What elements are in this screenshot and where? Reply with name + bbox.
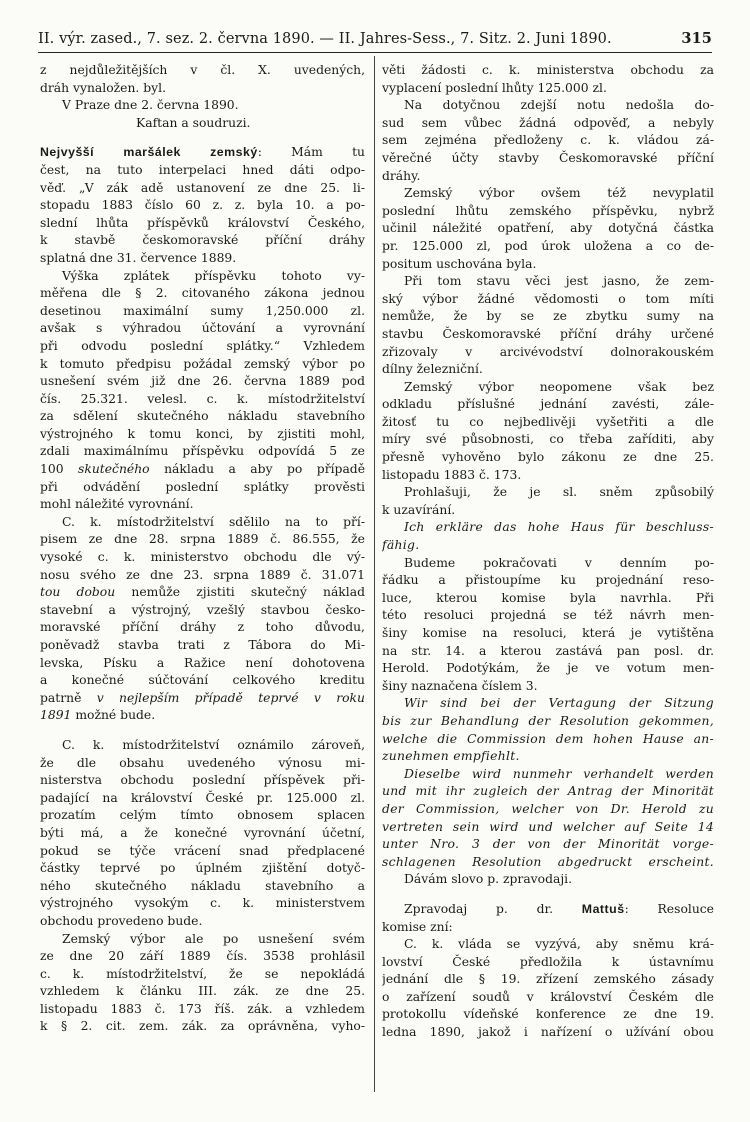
text-line: žitosť tu co nejbedlivěji vyšetřiti a dle bbox=[382, 414, 714, 429]
text-line: a konečné súčtování celkového kreditu bbox=[40, 673, 365, 688]
text-line: nemůže, že by se ze zbytku sumy na bbox=[382, 309, 714, 324]
emphasized-text: tou dobou bbox=[40, 585, 116, 600]
text-line: Kaftan a soudruzi. bbox=[136, 115, 251, 130]
text-line: býti má, a že konečné vyrovnání účetní, bbox=[40, 825, 365, 840]
text-line: luce, kterou komise byla navrhla. Při bbox=[382, 590, 714, 605]
text-line: stavbu Českomoravské příční dráhy určené bbox=[382, 326, 714, 341]
text-line: sud sem vůbec žádná odpověď, a nebyly bbox=[382, 115, 714, 130]
text-line: schlagenen Resolution abgedruckt erscheint. bbox=[382, 854, 714, 869]
emphasized-text: 1891 bbox=[40, 708, 72, 723]
text-line: bis zur Behandlung der Resolution gekommen, bbox=[382, 713, 714, 728]
text-line: přesně vyhověno bylo zákonu ze dne 25. bbox=[382, 450, 714, 465]
text-line: Výška zplátek příspěvku tohoto vy- bbox=[62, 268, 365, 283]
text-run: možné bude. bbox=[71, 708, 156, 723]
text-line: Na dotyčnou zdejší notu nedošla do- bbox=[404, 98, 714, 113]
text-line: Při tom stavu věci jest jasno, že zem- bbox=[404, 274, 714, 289]
text-line: ného skutečného nákladu stavebního a bbox=[40, 878, 365, 893]
text-line: der Commission, welcher von Dr. Herold zu bbox=[382, 801, 714, 816]
text-line: obchodu provedeno bude. bbox=[40, 913, 203, 928]
text-line: c. k. místodržitelství, že se nepokládá bbox=[40, 966, 365, 981]
text-line: usnešení svém již dne 26. června 1889 pod bbox=[40, 374, 365, 389]
text-line: k stavbě českomoravské příční dráhy bbox=[40, 233, 365, 248]
text-line: měřena dle § 2. citovaného zákona jednou bbox=[40, 286, 365, 301]
text-line bbox=[40, 144, 365, 162]
text-run: : Resoluce bbox=[624, 901, 714, 916]
text-line: k tomuto předpisu požádal zemský výbor po bbox=[40, 356, 365, 371]
text-line: dráhy. bbox=[382, 168, 421, 183]
emphasized-text: skutečného bbox=[78, 462, 150, 477]
text-line: ledna 1890, jakož i nařízení o užívání obou bbox=[382, 1025, 714, 1040]
text-line: že dle obsahu uvedeného výnosu mi- bbox=[40, 755, 365, 770]
text-line: prozatím celým tímto obnosem splacen bbox=[40, 808, 365, 823]
text-line: Dieselbe wird nunmehr verhandelt werden bbox=[404, 766, 714, 781]
text-line: jednání dle § 19. zřízení zemského zásady bbox=[382, 972, 714, 987]
text-line: padající na království České pr. 125.000 zl. bbox=[40, 790, 365, 805]
text-line: na str. 14. a kterou zastává pan posl. dr. bbox=[382, 643, 714, 658]
text-line: moravské příční dráhy z toho důvodu, bbox=[40, 620, 365, 635]
text-line: Zemský výbor ovšem též nevyplatil bbox=[404, 186, 714, 201]
speaker-name: Mattuš bbox=[581, 901, 625, 916]
text-line: čís. 25.321. velesl. c. k. místodržitelství bbox=[40, 391, 365, 406]
text-line: Budeme pokračovati v denním po- bbox=[404, 555, 714, 570]
text-line: Dávám slovo p. zpravodaji. bbox=[404, 872, 573, 887]
text-line: C. k. vláda se vyzývá, aby sněmu krá- bbox=[404, 937, 714, 952]
text-line: vysoké c. k. ministerstvo obchodu dle vý- bbox=[40, 550, 365, 565]
right-column bbox=[382, 62, 714, 1042]
page-number: 315 bbox=[681, 30, 712, 47]
text-line: slední lhůta příspěvků království Českého, bbox=[40, 215, 365, 230]
text-line: čest, na tuto interpelaci hned dáti odpo- bbox=[40, 162, 365, 177]
text-line: odkladu příslušné jednání zavésti, zále- bbox=[382, 397, 714, 412]
text-line: splatná dne 31. července 1889. bbox=[40, 250, 237, 265]
text-line: při odvodu poslední splátky.“ Vzhledem bbox=[40, 338, 365, 353]
text-line: vzhledem k článku III. zák. ze dne 25. bbox=[40, 984, 365, 999]
text-line: positum uschována byla. bbox=[382, 256, 537, 271]
text-line bbox=[40, 690, 365, 708]
text-run: : Mám tu bbox=[257, 145, 365, 160]
text-line: šiny komise na resoluci, která je vytištěna bbox=[382, 626, 714, 640]
text-line: o zařízení soudů v království Českém dle bbox=[382, 989, 714, 1004]
text-line: Zemský výbor ale po usnešení svém bbox=[62, 931, 365, 946]
text-line: učinil náležité opatření, aby dotyčná částka bbox=[382, 221, 714, 236]
text-line: levska, Písku a Ražice není dohotovena bbox=[40, 655, 365, 670]
text-line: listopadu 1883 č. 173. bbox=[382, 467, 522, 482]
text-line: avšak s výhradou účtování a vyrovnání bbox=[40, 321, 365, 336]
running-header bbox=[38, 30, 712, 48]
text-line: této resoluci projedná se též návrh men- bbox=[382, 608, 714, 623]
text-line: šiny naznačena číslem 3. bbox=[382, 678, 538, 693]
text-line: k uzavírání. bbox=[382, 502, 456, 517]
text-line bbox=[382, 901, 714, 919]
text-line: lovství České předložila k ústavnímu bbox=[382, 954, 714, 969]
text-line: při odvádění poslední splátky prověsti bbox=[40, 479, 365, 494]
text-line: za sdělení skutečného nákladu stavebního bbox=[40, 409, 365, 424]
text-line: komise zní: bbox=[382, 919, 453, 934]
text-line bbox=[40, 461, 365, 479]
text-line: fähig. bbox=[382, 538, 420, 553]
text-line: und mit ihr zugleich der Antrag der Minorität bbox=[382, 784, 714, 799]
text-line: věrečné účty stavby Českomoravské příční bbox=[382, 150, 714, 165]
text-line: unter Nro. 3 der von der Minorität vorge- bbox=[382, 837, 714, 852]
left-column bbox=[40, 62, 365, 1036]
text-line: výstrojného k tomu konci, by zjistiti mohl, bbox=[40, 426, 365, 441]
text-line: desetinou maximální sumy 1,250.000 zl. bbox=[40, 303, 365, 318]
text-line: poslední lhůtu zemského příspěvku, nybrž bbox=[382, 203, 714, 218]
text-line: vyplacení poslední lhůty 125.000 zl. bbox=[382, 80, 607, 95]
text-line: V Praze dne 2. června 1890. bbox=[62, 98, 239, 113]
header-title: II. výr. zased., 7. sez. 2. června 1890. — II. Jahres-Sess., 7. Sitz. 2. Juni 1890. bbox=[38, 31, 612, 47]
text-line: nisterstva obchodu poslední příspěvek při- bbox=[40, 773, 365, 788]
text-line: pr. 125.000 zl, pod úrok uložena a co de- bbox=[382, 238, 714, 253]
text-line: listopadu 1883 č. 173 říš. zák. a vzhledem bbox=[40, 1001, 365, 1016]
text-line: věď. „V zák adě ustanovení ze dne 25. li- bbox=[40, 180, 365, 195]
text-line: věti žádosti c. k. ministerstva obchodu za bbox=[382, 63, 714, 77]
text-line: pokud se týče vrácení snad předplacené bbox=[40, 843, 365, 858]
text-line: vertreten sein wird und welcher auf Seite 14 bbox=[382, 819, 714, 834]
text-line: ze dne 20 září 1889 čís. 3538 prohlásil bbox=[40, 949, 365, 964]
column-divider bbox=[374, 56, 375, 1092]
text-line: zunehmen empfiehlt. bbox=[382, 749, 520, 764]
text-line: poněvadž stavba trati z Tábora do Mi- bbox=[40, 638, 365, 652]
text-line: míry své působnosti, co třeba zaříditi, aby bbox=[382, 432, 714, 447]
text-line: dráh vynaložen. byl. bbox=[40, 80, 167, 95]
text-run: 100 bbox=[40, 462, 79, 477]
text-line: sem zejména předloženy c. k. vládou zá- bbox=[382, 133, 714, 148]
text-line: Prohlašuji, že je sl. sněm způsobilý bbox=[404, 485, 714, 500]
emphasized-text: v nejlepším případě teprvé v roku bbox=[96, 690, 365, 705]
text-run: nemůže zjistiti skutečný náklad bbox=[115, 585, 365, 600]
text-line: stavební a výstrojný, vzešlý stavbou česko- bbox=[40, 602, 365, 617]
text-line: Herold. Podotýkám, že je ve votum men- bbox=[382, 661, 714, 676]
text-run: Zpravodaj p. dr. bbox=[404, 901, 582, 916]
text-line: protokollu vídeňské konference ze dne 19. bbox=[382, 1007, 714, 1022]
text-line: zřizovaly v arcivévodství dolnorakouském bbox=[382, 344, 714, 359]
text-line bbox=[40, 584, 365, 602]
text-line: výstrojného vysokým c. k. ministerstvem bbox=[40, 896, 365, 911]
text-line: ský výbor žádné vědomosti o tom míti bbox=[382, 291, 714, 306]
text-line: částky teprvé po úplném zjištění dotyč- bbox=[40, 861, 365, 876]
header-rule bbox=[38, 52, 712, 53]
text-line: dílny železniční. bbox=[382, 362, 483, 377]
text-run: patrně bbox=[40, 690, 97, 705]
text-line: Ich erkläre das hohe Haus für beschluss- bbox=[404, 520, 714, 535]
speaker-name: Nejvyšší maršálek zemský bbox=[40, 145, 258, 160]
text-line: Wir sind bei der Vertagung der Sitzung bbox=[404, 696, 714, 711]
text-line: řádku a přistoupíme ku projednání reso- bbox=[382, 573, 714, 588]
text-line: z nejdůležitějších v čl. X. uvedených, bbox=[40, 63, 365, 77]
text-line: C. k. místodržitelství sdělilo na to pří- bbox=[62, 514, 365, 529]
text-line: nosu svého ze dne 23. srpna 1889 č. 31.071 bbox=[40, 567, 365, 582]
text-line: stopadu 1883 číslo 60 z. z. byla 10. a po- bbox=[40, 198, 365, 213]
text-run: nákladu a aby po případě bbox=[149, 462, 365, 477]
text-line: mohl náležité vyrovnání. bbox=[40, 497, 194, 512]
text-line: zdali maximálnímu příspěvku odpovídá 5 ze bbox=[40, 444, 365, 459]
text-line: Zemský výbor neopomene však bez bbox=[404, 379, 714, 394]
text-line bbox=[40, 707, 365, 725]
text-line: welche die Commission dem hohen Hause an- bbox=[382, 731, 714, 746]
text-line: C. k. místodržitelství oznámilo zároveň, bbox=[62, 737, 365, 752]
text-line: k § 2. cit. zem. zák. za oprávněna, vyho- bbox=[40, 1019, 365, 1034]
text-line: pisem ze dne 28. srpna 1889 č. 86.555, že bbox=[40, 532, 365, 547]
